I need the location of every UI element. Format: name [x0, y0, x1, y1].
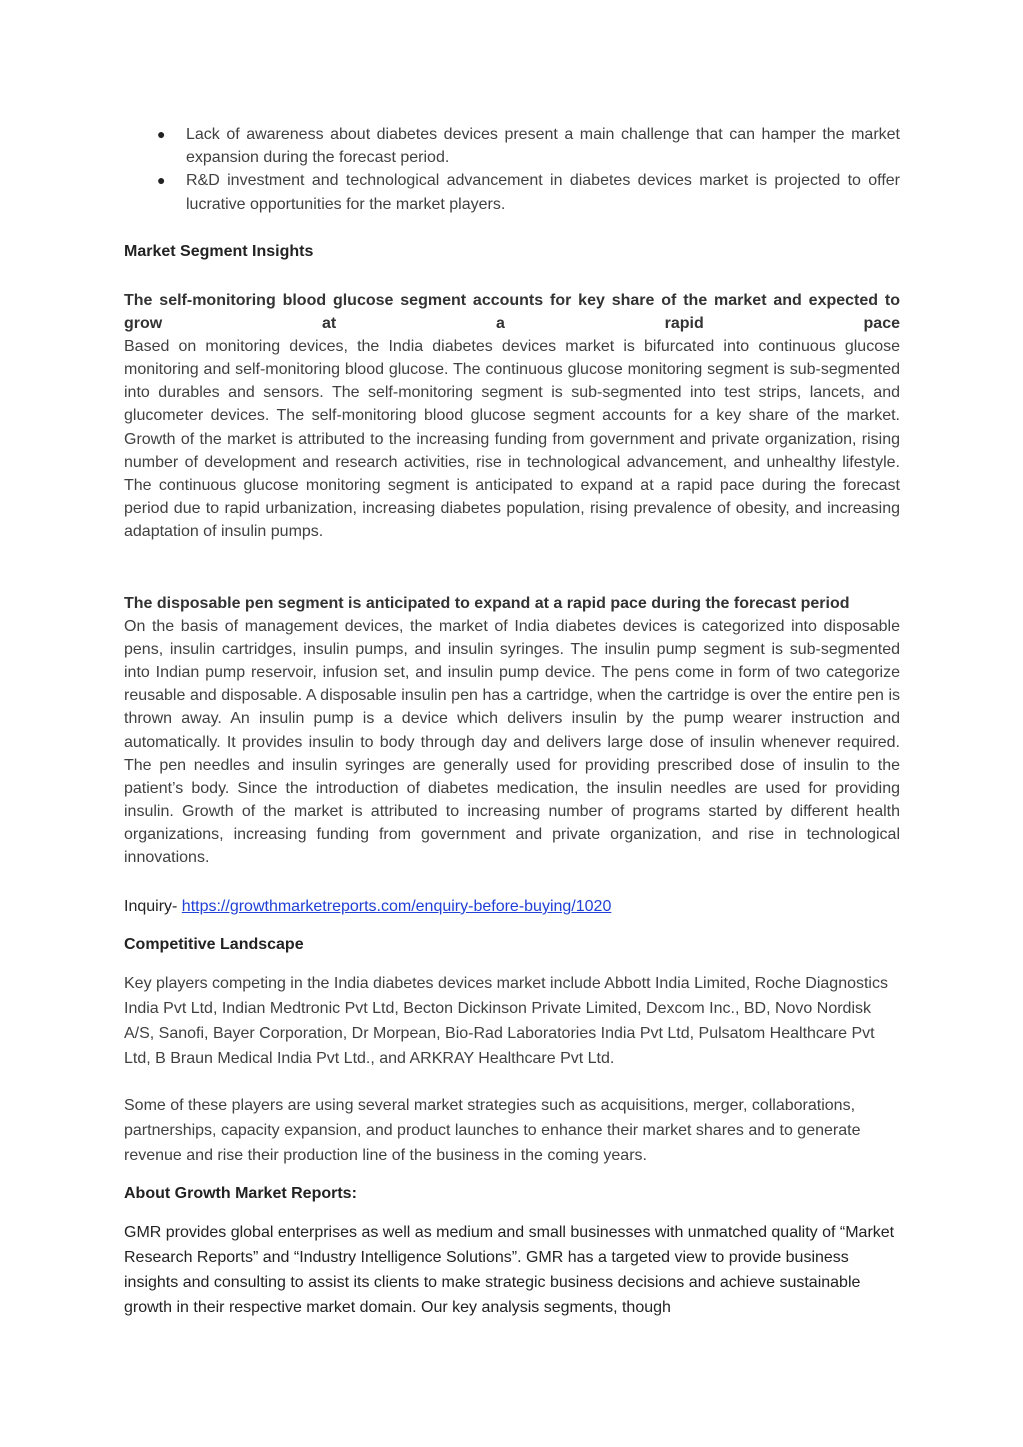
- key-players-paragraph: Key players competing in the India diabetes devices market include Abbott India Limited, Roche Diagnostics India Pvt Ltd, Indian Medtronic Pvt Ltd, Becton Dickinson Private Limited, Dexcom Inc., BD, Novo Nordisk A/S, Sanofi, Bayer Corporation, Dr Morpean, Bio-Rad Laboratories India Pvt Ltd, Pulsatom Healthcare Pvt Ltd, B Braun Medical India Pvt Ltd., and ARKRAY Healthcare Pvt Ltd.: [124, 975, 888, 1067]
- strategies-paragraph: Some of these players are using several market strategies such as acquisitions, merger, collaborations, partnerships, capacity expansion, and product launches to enhance their market shares and to generate revenue and rise their production line of the business in the coming years.: [124, 1097, 861, 1164]
- bullet-text: Lack of awareness about diabetes devices present a main challenge that can hamper the market expansion during the forecast period.: [186, 126, 900, 167]
- smbg-body: Based on monitoring devices, the India diabetes devices market is bifurcated into continuous glucose monitoring and self-monitoring blood glucose. The continuous glucose monitoring segment is sub-segmented into durables and sensors. The self-monitoring segment is sub-segmented into test strips, lancets, and glucometer devices. The self-monitoring blood glucose segment accounts for a key share of the market. Growth of the market is attributed to the increasing funding from government and private organization, rising number of development and research activities, rise in technological advancement, and unhealthy lifestyle. The continuous glucose monitoring segment is anticipated to expand at a rapid pace during the forecast period due to rapid urbanization, increasing diabetes population, rising prevalence of obesity, and increasing adaptation of insulin pumps.: [124, 338, 900, 540]
- challenges-list: [124, 123, 900, 216]
- about-heading: About Growth Market Reports:: [124, 1185, 357, 1202]
- bullet-text: R&D investment and technological advancement in diabetes devices market is projected to offer lucrative opportunities for the market players.: [186, 172, 900, 213]
- pen-heading: The disposable pen segment is anticipated to expand at a rapid pace during the forecast period: [124, 595, 850, 612]
- smbg-section: [124, 289, 900, 543]
- pen-section: [124, 592, 900, 869]
- competitive-landscape-heading: Competitive Landscape: [124, 936, 304, 953]
- bullet-icon: ●: [157, 172, 166, 189]
- smbg-heading: The self-monitoring blood glucose segment accounts for key share of the market and expected to grow at a rapid pace: [124, 292, 900, 333]
- inquiry-line: [124, 895, 900, 918]
- list-item: [124, 169, 900, 215]
- list-item: [124, 123, 900, 169]
- bullet-icon: ●: [157, 126, 166, 142]
- pen-body: On the basis of management devices, the market of India diabetes devices is categorized into disposable pens, insulin cartridges, insulin pumps, and insulin syringes. The insulin pump segment is sub-segmented into Indian pump reservoir, infusion set, and insulin pump device. The pens come in form of two categorize reusable and disposable. A disposable insulin pen has a cartridge, when the cartridge is over the entire pen is thrown away. An insulin pump is a device which delivers insulin by the pump wearer instruction and automatically. It provides insulin to body through day and delivers large dose of insulin whenever required. The pen needles and insulin syringes are generally used for providing prescribed dose of insulin to the patient’s body. Since the introduction of diabetes medication, the insulin needles are used for providing insulin. Growth of the market is attributed to increasing number of programs started by different health organizations, increasing funding from government and private organization, and rise in technological innovations.: [124, 618, 900, 867]
- market-segment-insights-heading: Market Segment Insights: [124, 243, 314, 260]
- inquiry-link[interactable]: https://growthmarketreports.com/enquiry-before-buying/1020: [181, 898, 612, 915]
- about-paragraph: GMR provides global enterprises as well as medium and small businesses with unmatched quality of “Market Research Reports” and “Industry Intelligence Solutions”. GMR has a targeted view to provide business insights and consulting to assist its clients to make strategic business decisions and achieve sustainable growth in their respective market domain. Our key analysis segments, though: [124, 1224, 895, 1316]
- inquiry-label: Inquiry-: [124, 898, 182, 915]
